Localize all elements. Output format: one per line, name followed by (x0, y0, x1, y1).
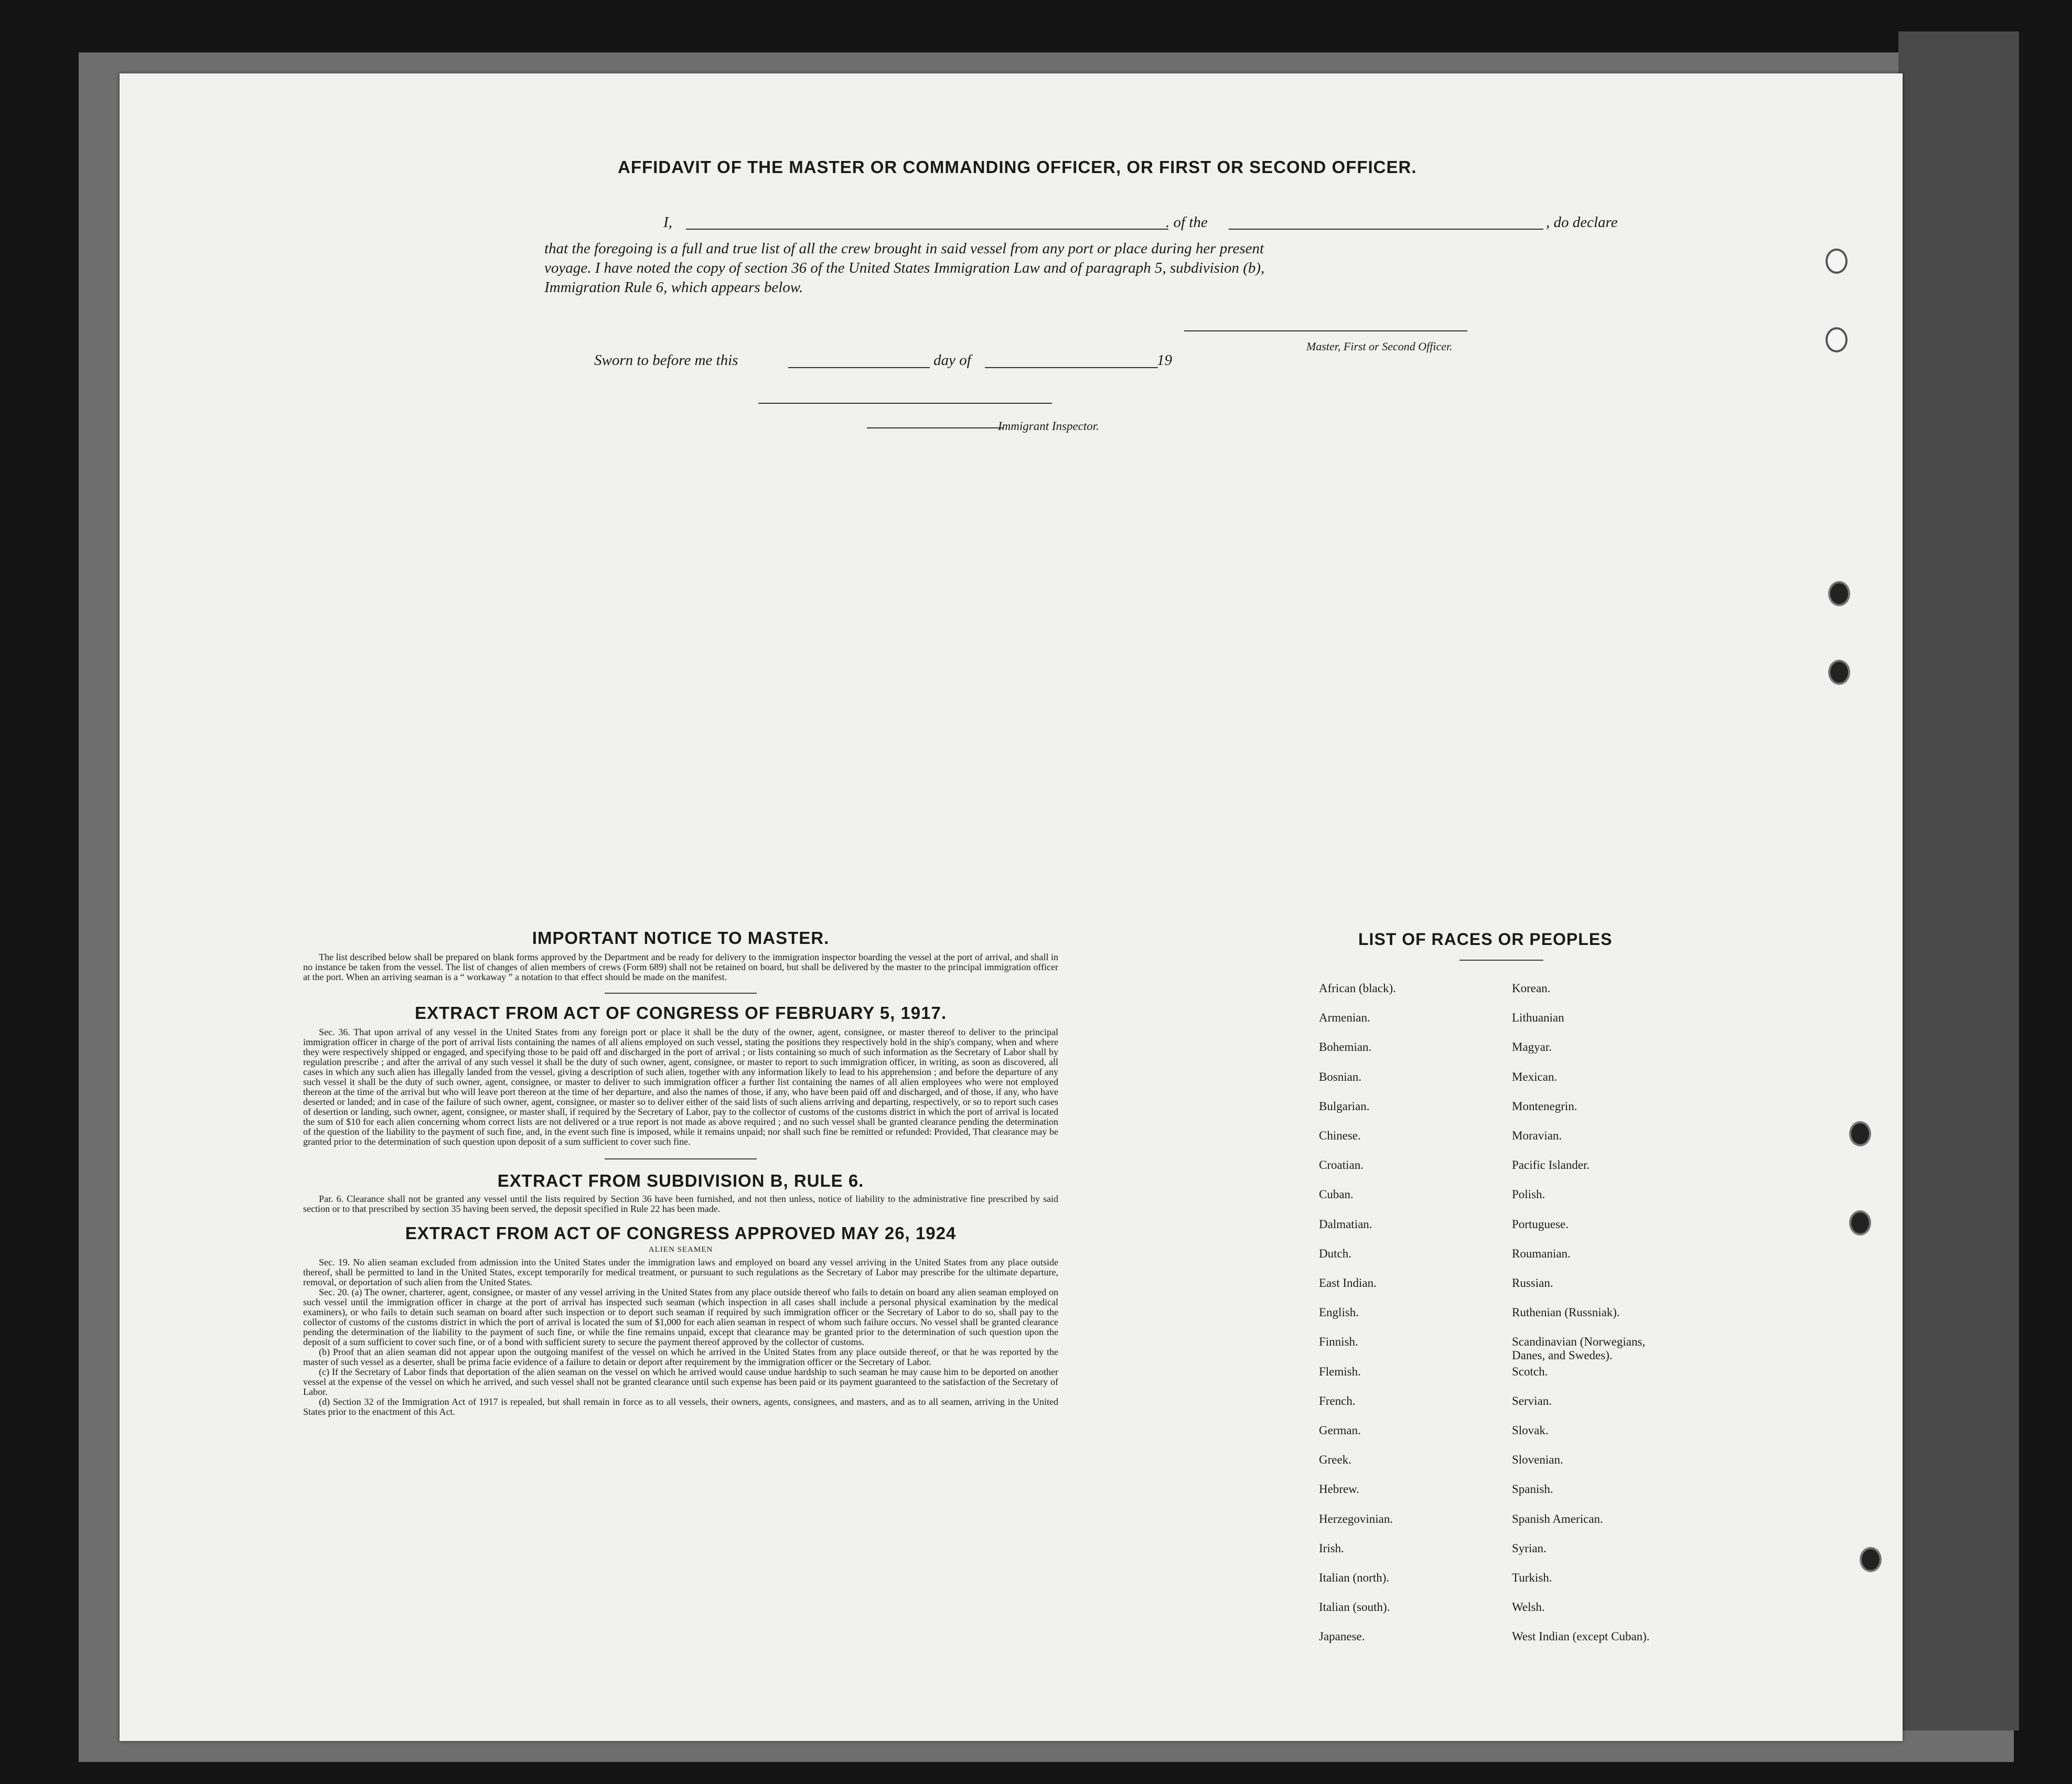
race-item: German. (1319, 1424, 1361, 1437)
affidavit-title: AFFIDAVIT OF THE MASTER OR COMMANDING OFFICER, OR FIRST OR SECOND OFFICER. (618, 157, 1417, 177)
extract-1924-title: EXTRACT FROM ACT OF CONGRESS APPROVED MAY 26, 1924 (405, 1223, 957, 1243)
race-item: Italian (north). (1319, 1571, 1390, 1584)
race-item: Greek. (1319, 1453, 1351, 1467)
race-item: Russian. (1512, 1276, 1553, 1289)
inspector-caption: Immigrant Inspector. (998, 420, 1099, 433)
punch-hole (1849, 1210, 1871, 1235)
sworn-month-blank (985, 367, 1158, 368)
extract-1924-paragraph: (d) Section 32 of the Immigration Act of 1917 is repealed, but shall remain in force as to all vessels, their owners, agents, consignees, and masters, and as to all seamen, arriving in the United States prior to the enactment of this Act. (303, 1396, 1058, 1417)
race-item: Chinese. (1319, 1129, 1361, 1142)
sworn-label: Sworn to before me this (594, 352, 738, 369)
race-item: Mexican. (1512, 1070, 1558, 1083)
affidavit-of-the-label: . of the (1166, 214, 1208, 231)
race-item: Scandinavian (Norwegians, Danes, and Swedes). (1512, 1335, 1646, 1362)
rule-6-body: Par. 6. Clearance shall not be granted any vessel until the lists required by Section 36 have been furnished, and not then unless, notice of liability to the administrative fine prescribed by said section or to that prescribed by section 35 having been served, the deposit specified in Rule 22 has been made. (303, 1194, 1058, 1214)
race-item: Ruthenian (Russniak). (1512, 1306, 1620, 1319)
race-item: Roumanian. (1512, 1246, 1571, 1260)
punch-hole (1828, 660, 1850, 685)
race-item: Flemish. (1319, 1364, 1361, 1378)
race-item: Dutch. (1319, 1246, 1351, 1260)
document-sheet (120, 73, 1903, 1741)
day-of-label: day of (933, 352, 971, 369)
race-item: Japanese. (1319, 1630, 1365, 1643)
race-item: Bosnian. (1319, 1070, 1362, 1083)
race-item: Servian. (1512, 1394, 1552, 1407)
races-title: LIST OF RACES OR PEOPLES (1358, 930, 1613, 949)
race-item: Magyar. (1512, 1040, 1552, 1054)
extract-1924-subtitle: ALIEN SEAMEN (648, 1245, 713, 1254)
race-item: Syrian. (1512, 1541, 1547, 1555)
race-item: Portuguese. (1512, 1217, 1569, 1231)
race-item: Spanish American. (1512, 1512, 1603, 1525)
divider (605, 1158, 757, 1159)
inspector-line-upper (758, 403, 1052, 404)
extract-1917-title: EXTRACT FROM ACT OF CONGRESS OF FEBRUARY 5, 1917. (414, 1003, 947, 1023)
race-item: Spanish. (1512, 1482, 1553, 1496)
year-prefix: 19 (1157, 352, 1172, 369)
race-item: African (black). (1319, 982, 1396, 995)
notice-body: The list described below shall be prepared on blank forms approved by the Department and be ready for delivery to the immigration inspector boarding the vessel at the port of arrival, and shall in no instance be taken from the vessel. The list of changes of alien members of crews (Form 689) shall not be retained on board, but shall be delivered by the master to the principal immigration officer at the port. When an arriving seaman is a “ workaway ” a notation to that effect should be made on the manifest. (303, 952, 1058, 982)
race-item: West Indian (except Cuban). (1512, 1630, 1650, 1643)
race-item: Italian (south). (1319, 1600, 1390, 1614)
name-blank (686, 229, 1168, 230)
extract-1924-paragraph: (b) Proof that an alien seaman did not appear upon the outgoing manifest of the vessel on which he arrived in the United States from any place outside thereof, or that he was reported by the master of such vessel as a deserter, shall be prima facie evidence of a failure to detain or deport after requirement by the immigration officer or the Secretary of Labor. (303, 1347, 1058, 1367)
affidavit-do-declare: , do declare (1546, 214, 1618, 231)
race-item: Scotch. (1512, 1364, 1548, 1378)
notice-title: IMPORTANT NOTICE TO MASTER. (532, 928, 830, 948)
vessel-blank (1229, 229, 1543, 230)
race-item: Montenegrin. (1512, 1099, 1577, 1113)
punch-hole (1826, 327, 1848, 352)
race-item: Bohemian. (1319, 1040, 1372, 1054)
race-item: East Indian. (1319, 1276, 1377, 1289)
race-item: Croatian. (1319, 1158, 1364, 1172)
race-item: Korean. (1512, 982, 1551, 995)
race-item: French. (1319, 1394, 1356, 1407)
race-item: Herzegovinian. (1319, 1512, 1393, 1525)
extract-1917-body: Sec. 36. That upon arrival of any vessel in the United States from any foreign port or place it shall be the duty of the owner, agent, consignee, or master thereof to deliver to the principal immigration officer in charge of the port of arrival lists containing the names of all aliens employed on such vessel, stating the positions they respectively hold in the ship's company, when and where they were respectively shipped or engaged, and specifying those to be paid off and discharged in the port of arrival ; or lists containing so much of such information as the Secretary of Labor shall by regulation prescribe ; and after the arrival of any such vessel it shall be the duty of such owner, agent, consignee, or master to report to such immigration officer, in writing, as soon as discovered, all cases in which any such alien has illegally landed from the vessel, giving a description of such alien, together with any information likely to lead to his apprehension ; and before the departure of any such vessel it shall be the duty of such owner, agent, consignee, or master to deliver to such immigration officer a further list containing the names of all alien employees who were not employed thereon at the time of the arrival but who will leave port thereon at the time of her departure, and also the names of those, if any, who have been paid off and discharged, and of those, if any, who have deserted or landed; and in case of the failure of such owner, agent, consignee, or master so to deliver either of the said lists of such aliens arriving and departing, respectively, or so to report such cases of desertion or landing, such owner, agent, consignee, or master shall, if required by the Secretary of Labor, pay to the collector of customs of the customs district in which the port of arrival is located the sum of $10 for each alien concerning whom correct lists are not delivered or a true report is not made as above required ; and no such vessel shall be granted clearance pending the determination of the question of the liability to the payment of such fine, and, in the event such fine is imposed, while it remains unpaid; nor shall such fine be remitted or refunded: Provided, That clearance may be granted prior to the determination of such question upon deposit of a sum sufficient to cover such fine. (303, 1027, 1058, 1147)
left-column (303, 928, 1058, 1417)
punch-hole (1849, 1121, 1871, 1146)
race-item: Slovenian. (1512, 1453, 1563, 1467)
race-item: Moravian. (1512, 1129, 1562, 1142)
race-item: English. (1319, 1306, 1359, 1319)
divider (605, 993, 757, 994)
race-item: Dalmatian. (1319, 1217, 1372, 1231)
race-item: Lithuanian (1512, 1011, 1564, 1025)
race-item: Irish. (1319, 1541, 1344, 1555)
sworn-day-blank (788, 367, 930, 368)
affidavit-line-3: voyage. I have noted the copy of section 36 of the United States Immigration Law and of paragraph 5, subdivision (b), (544, 260, 1265, 276)
affidavit-line-4: Immigration Rule 6, which appears below. (544, 279, 803, 296)
race-item: Welsh. (1512, 1600, 1545, 1614)
affidavit-i-label: I, (663, 214, 672, 231)
race-item: Hebrew. (1319, 1482, 1360, 1496)
affidavit-line-2: that the foregoing is a full and true list of all the crew brought in said vessel from any port or place during her present (544, 240, 1264, 257)
races-divider (1459, 960, 1543, 961)
extract-1924-paragraph: Sec. 19. No alien seaman excluded from admission into the United States under the immigration laws and employed on board any vessel arriving in the United States from any place outside thereof, shall be permitted to land in the United States, except temporarily for medical treatment, or pursuant to such regulations as the Secretary of Labor may prescribe for the ultimate departure, removal, or deportation of such alien from the United States. (303, 1257, 1058, 1287)
inspector-line (867, 427, 1003, 428)
punch-hole (1828, 581, 1850, 606)
race-item: Bulgarian. (1319, 1099, 1370, 1113)
extract-1924-paragraph: (c) If the Secretary of Labor finds that deportation of the alien seaman on the vessel on which he arrived would cause undue hardship to such seaman he may cause him to be deported on another vessel at the expense of the vessel on which he arrived, and such vessel shall not be granted clearance until such expense has been paid or its payment guaranteed to the satisfaction of the Secretary of Labor. (303, 1367, 1058, 1397)
signature-line (1184, 330, 1467, 331)
signature-caption: Master, First or Second Officer. (1306, 340, 1453, 353)
underlying-page-edge (1898, 31, 2019, 1731)
punch-hole (1826, 249, 1848, 274)
extract-1924-paragraph: Sec. 20. (a) The owner, charterer, agent, consignee, or master of any vessel arriving in the United States from any place outside thereof who fails to detain on board any alien seaman employed on such vessel until the immigration officer in charge at the port of arrival has inspected such seaman (which inspection in all cases shall include a personal physical examination by the medical examiners), or who fails to detain such seaman on board after such inspection or to deport such seaman if required by such immigration officer or the Secretary of Labor to do so, shall pay to the collector of customs of the customs district in which the port of arrival is located the sum of $1,000 for each alien seaman in respect of whom such failure occurs. No vessel shall be granted clearance pending the determination of the liability to the payment of such fine, or while the fine remains unpaid, except that clearance may be granted prior to the determination of such question upon the deposit of a sum sufficient to cover such fine, or of a bond with sufficient surety to secure the payment thereof approved by the collector of customs. (303, 1287, 1058, 1347)
race-item: Slovak. (1512, 1424, 1549, 1437)
race-item: Cuban. (1319, 1188, 1354, 1201)
race-item: Pacific Islander. (1512, 1158, 1590, 1172)
punch-hole (1860, 1547, 1882, 1572)
race-item: Armenian. (1319, 1011, 1370, 1025)
rule-6-title: EXTRACT FROM SUBDIVISION B, RULE 6. (497, 1171, 864, 1190)
race-item: Polish. (1512, 1188, 1545, 1201)
race-item: Finnish. (1319, 1335, 1358, 1349)
race-item: Turkish. (1512, 1571, 1552, 1584)
